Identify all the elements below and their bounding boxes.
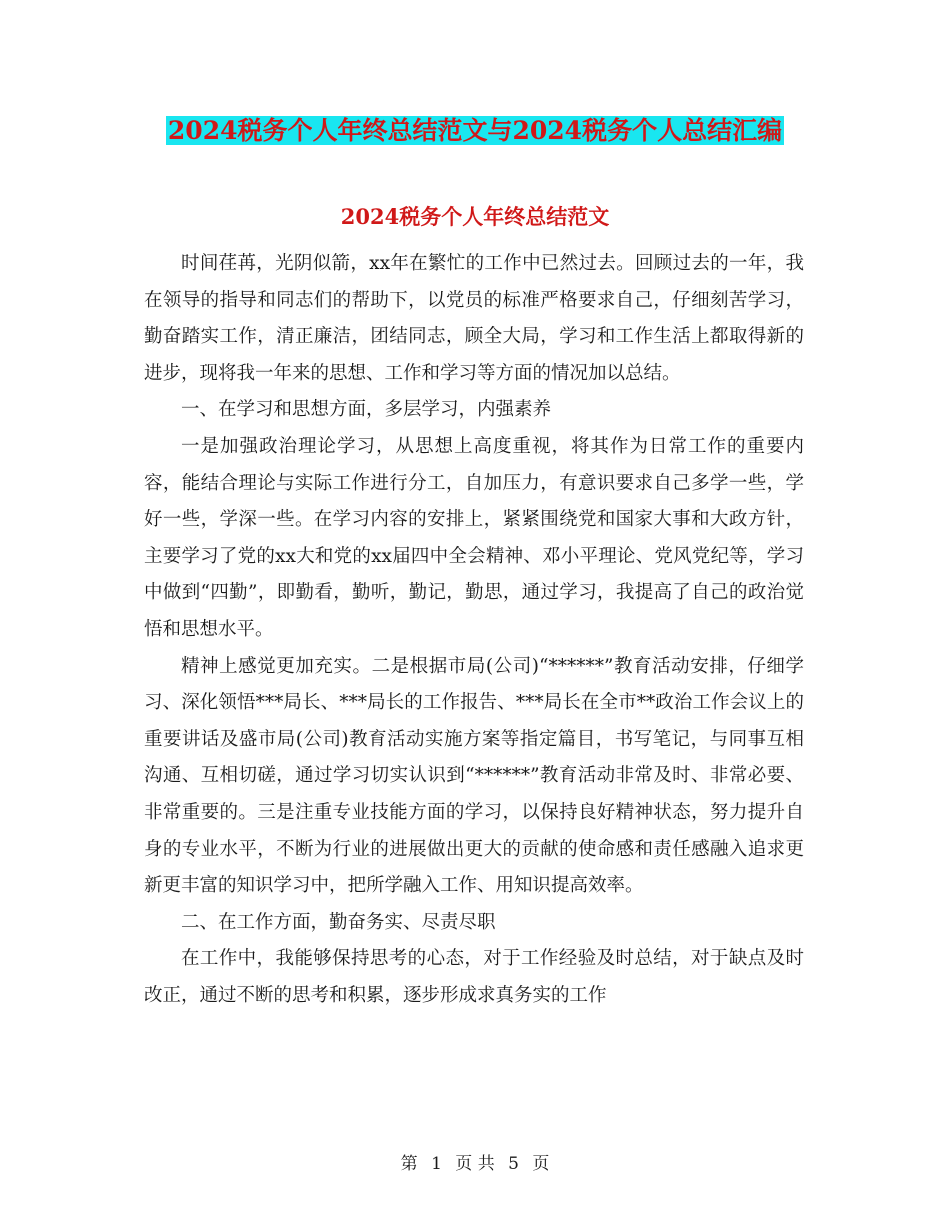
document-body [144,246,804,1014]
footer-prefix: 第 [400,1154,418,1174]
section-heading: 一、在学习和思想方面，多层学习，内强素养 [181,399,552,421]
footer-middle: 页 共 [455,1154,495,1174]
paragraph: 精神上感觉更加充实。二是根据市局(公司)“******”教育活动安排，仔细学习、深化领悟***局长、***局长的工作报告、***局长在全市**政治工作会议上的重要讲话及盛市局(公司)教育活动实施方案等指定篇目，书写笔记，与同事互相沟通、互相切磋，通过学习切实认识到“******”教育活动非常及时、非常必要、非常重要的。三是注重专业技能方面的学习，以保持良好精神状态，努力提升自身的专业水平，不断为行业的进展做出更大的贡献的使命感和责任感融入追求更新更丰富的知识学习中，把所学融入工作、用知识提高效率。 [144,655,804,897]
footer-suffix: 页 [532,1154,550,1174]
paragraph: 时间荏苒，光阴似箭，xx年在繁忙的工作中已然过去。回顾过去的一年，我在领导的指导和同志们的帮助下，以党员的标准严格要求自己，仔细刻苦学习，勤奋踏实工作，清正廉洁，团结同志，顾全大局，学习和工作生活上都取得新的进步，现将我一年来的思想、工作和学习等方面的情况加以总结。 [144,253,804,384]
section-title: 2024税务个人年终总结范文 [340,204,610,229]
document-title [0,114,950,148]
page-footer [0,1152,950,1176]
total-pages-number: 5 [508,1154,519,1174]
section-heading: 二、在工作方面，勤奋务实、尽责尽职 [181,911,496,933]
paragraph: 一是加强政治理论学习，从思想上高度重视，将其作为日常工作的重要内容，能结合理论与实际工作进行分工，自加压力，有意识要求自己多学一些，学好一些，学深一些。在学习内容的安排上，紧紧围绕党和国家大事和大政方针，主要学习了党的xx大和党的xx届四中全会精神、邓小平理论、党风党纪等，学习中做到“四勤”，即勤看，勤听，勤记，勤思，通过学习，我提高了自己的政治觉悟和思想水平。 [144,435,804,640]
document-title-text: 2024税务个人年终总结范文与2024税务个人总结汇编 [167,116,783,145]
paragraph: 在工作中，我能够保持思考的心态，对于工作经验及时总结，对于缺点及时改正，通过不断的思考和积累，逐步形成求真务实的工作 [144,948,804,1006]
current-page-number: 1 [431,1154,442,1174]
